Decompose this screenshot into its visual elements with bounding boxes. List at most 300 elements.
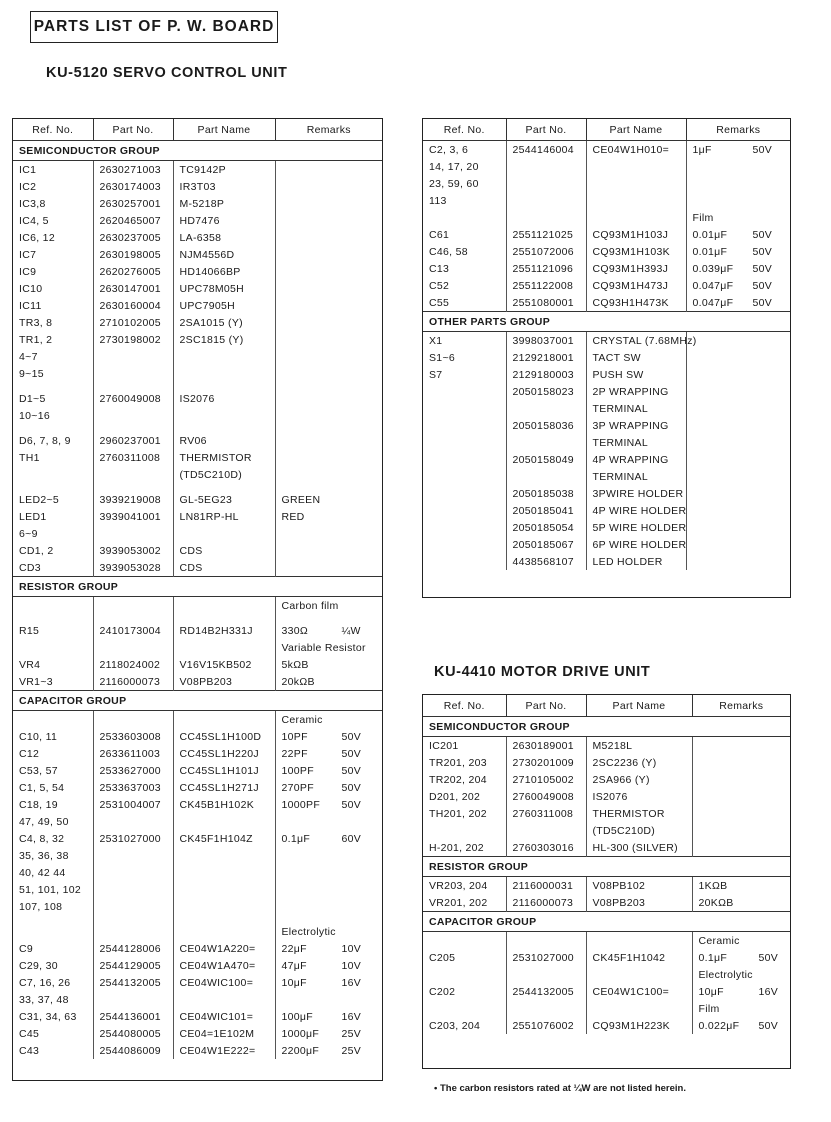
ref-no-cell: 113 bbox=[423, 192, 506, 209]
part-no-cell bbox=[506, 400, 586, 417]
table-row bbox=[13, 246, 382, 263]
value-text: 47μF bbox=[281, 959, 307, 972]
table-row bbox=[423, 1000, 790, 1017]
part-no-cell bbox=[93, 525, 173, 542]
part-name-cell: CC45SL1H271J bbox=[173, 779, 275, 796]
part-name-cell: RD14B2H331J bbox=[173, 622, 275, 639]
ref-no-cell: IC10 bbox=[13, 280, 93, 297]
remarks-cell: Ceramic bbox=[698, 934, 740, 947]
value-text: 5kΩB bbox=[281, 658, 309, 671]
remarks-cell bbox=[686, 434, 790, 451]
part-name-cell bbox=[586, 932, 692, 950]
part-name-cell: CE04W1C100= bbox=[586, 983, 692, 1000]
part-name-cell: V08PB102 bbox=[586, 877, 692, 895]
rating-text: 50V bbox=[752, 262, 773, 275]
part-no-cell: 2116000073 bbox=[93, 673, 173, 691]
part-name-cell: PUSH SW bbox=[586, 366, 686, 383]
table-row bbox=[423, 383, 790, 400]
ref-no-cell: 4~7 bbox=[13, 348, 93, 365]
part-name-cell: HD7476 bbox=[173, 212, 275, 229]
part-no-cell bbox=[93, 847, 173, 864]
part-name-cell: CQ93M1H103K bbox=[586, 243, 686, 260]
part-name-cell: 2SA966 (Y) bbox=[586, 771, 692, 788]
group-header bbox=[13, 577, 382, 597]
ref-no-cell: IC7 bbox=[13, 246, 93, 263]
motor-parts-table bbox=[423, 695, 790, 1034]
table-row bbox=[423, 192, 790, 209]
group-header bbox=[423, 717, 790, 737]
remarks-cell bbox=[686, 141, 790, 159]
ref-no-cell: VR201, 202 bbox=[423, 894, 506, 912]
remarks-cell bbox=[275, 382, 382, 390]
ref-no-cell: 23, 59, 60 bbox=[423, 175, 506, 192]
remarks-cell bbox=[686, 400, 790, 417]
part-name-cell: 3P WRAPPING bbox=[586, 417, 686, 434]
table-row bbox=[423, 226, 790, 243]
servo-parts-table-continued bbox=[423, 119, 790, 570]
ref-no-cell bbox=[423, 966, 506, 983]
part-name-cell: UPC7905H bbox=[173, 297, 275, 314]
part-name-cell: CQ93M1H223K bbox=[586, 1017, 692, 1034]
table-row bbox=[13, 525, 382, 542]
col-ref-header: Ref. No. bbox=[13, 119, 93, 141]
table-row bbox=[13, 212, 382, 229]
remarks-cell bbox=[275, 161, 382, 179]
value-text: 22PF bbox=[281, 747, 308, 760]
rating-text: 25V bbox=[341, 1027, 362, 1040]
part-no-cell: 4438568107 bbox=[506, 553, 586, 570]
value-text: 1μF bbox=[692, 143, 712, 156]
part-name-cell bbox=[586, 209, 686, 226]
part-no-cell: 2630271003 bbox=[93, 161, 173, 179]
ref-no-cell: IC9 bbox=[13, 263, 93, 280]
value-text: 10μF bbox=[281, 976, 307, 989]
remarks-cell bbox=[275, 449, 382, 466]
table-row bbox=[423, 839, 790, 857]
part-no-cell: 2533627000 bbox=[93, 762, 173, 779]
value-text: 1000PF bbox=[281, 798, 321, 811]
part-name-cell: CE04W1E222= bbox=[173, 1042, 275, 1059]
table-row bbox=[423, 771, 790, 788]
remarks-cell bbox=[275, 280, 382, 297]
table-row bbox=[13, 314, 382, 331]
remarks-cell bbox=[275, 813, 382, 830]
value-text: 10PF bbox=[281, 730, 308, 743]
value-text: 0.039μF bbox=[692, 262, 734, 275]
part-no-cell: 2050185038 bbox=[506, 485, 586, 502]
remarks-cell bbox=[275, 424, 382, 432]
part-no-cell: 2630174003 bbox=[93, 178, 173, 195]
remarks-cell bbox=[275, 195, 382, 212]
remarks-cell bbox=[686, 383, 790, 400]
table-row bbox=[13, 728, 382, 745]
part-name-cell: HL-300 (SILVER) bbox=[586, 839, 692, 857]
part-no-cell: 2544129005 bbox=[93, 957, 173, 974]
ref-no-cell: 14, 17, 20 bbox=[423, 158, 506, 175]
value-text: 0.01μF bbox=[692, 245, 728, 258]
part-name-cell bbox=[586, 158, 686, 175]
ref-no-cell bbox=[13, 614, 93, 622]
ref-no-cell: C1, 5, 54 bbox=[13, 779, 93, 796]
col-part-no-header: Part No. bbox=[93, 119, 173, 141]
part-no-cell: 2050185054 bbox=[506, 519, 586, 536]
part-no-cell: 2129218001 bbox=[506, 349, 586, 366]
table-row bbox=[423, 294, 790, 312]
ref-no-cell: TH201, 202 bbox=[423, 805, 506, 822]
table-row bbox=[423, 1017, 790, 1034]
remarks-cell: Carbon film bbox=[281, 599, 339, 612]
part-no-cell bbox=[93, 898, 173, 915]
remarks-cell bbox=[275, 974, 382, 991]
ref-no-cell bbox=[423, 383, 506, 400]
remarks-cell bbox=[275, 432, 382, 449]
part-name-cell: CRYSTAL (7.68MHz) bbox=[586, 332, 686, 350]
ref-no-cell: C13 bbox=[423, 260, 506, 277]
group-header bbox=[423, 912, 790, 932]
remarks-cell bbox=[275, 864, 382, 881]
group-label: OTHER PARTS GROUP bbox=[423, 312, 790, 332]
ref-no-cell bbox=[423, 932, 506, 950]
rating-text: 50V bbox=[341, 747, 362, 760]
part-no-cell: 2730201009 bbox=[506, 754, 586, 771]
remarks-cell bbox=[275, 728, 382, 745]
remarks-cell bbox=[686, 468, 790, 485]
part-no-cell: 3998037001 bbox=[506, 332, 586, 350]
ref-no-cell: LED1 bbox=[13, 508, 93, 525]
remarks-cell bbox=[275, 297, 382, 314]
part-no-cell bbox=[506, 932, 586, 950]
servo-unit-title: KU-5120 SERVO CONTROL UNIT bbox=[46, 65, 288, 81]
ref-no-cell: TR202, 204 bbox=[423, 771, 506, 788]
part-name-cell bbox=[173, 483, 275, 491]
ref-no-cell: VR1~3 bbox=[13, 673, 93, 691]
part-no-cell: 2410173004 bbox=[93, 622, 173, 639]
part-name-cell: V16V15KB502 bbox=[173, 656, 275, 673]
value-text: 20KΩB bbox=[698, 896, 734, 909]
ref-no-cell: C29, 30 bbox=[13, 957, 93, 974]
table-row bbox=[13, 263, 382, 280]
ref-no-cell bbox=[423, 519, 506, 536]
remarks-cell bbox=[275, 466, 382, 483]
value-text: 0.022μF bbox=[698, 1019, 740, 1032]
ref-no-cell: IC11 bbox=[13, 297, 93, 314]
table-row bbox=[13, 796, 382, 813]
ref-no-cell: D1~5 bbox=[13, 390, 93, 407]
part-name-cell: TERMINAL bbox=[586, 400, 686, 417]
part-no-cell bbox=[93, 483, 173, 491]
table-row bbox=[423, 966, 790, 983]
remarks-cell bbox=[275, 830, 382, 847]
part-no-cell: 2630160004 bbox=[93, 297, 173, 314]
remarks-cell bbox=[275, 1042, 382, 1059]
rating-text: 10V bbox=[341, 942, 362, 955]
table-row bbox=[13, 991, 382, 1008]
ref-no-cell: TR3, 8 bbox=[13, 314, 93, 331]
remarks-cell bbox=[275, 1025, 382, 1042]
col-ref-header: Ref. No. bbox=[423, 695, 506, 717]
remarks-cell bbox=[275, 779, 382, 796]
value-text: 330Ω bbox=[281, 624, 309, 637]
value-text: 100μF bbox=[281, 1010, 313, 1023]
part-name-cell: M5218L bbox=[586, 737, 692, 755]
remarks-cell bbox=[686, 175, 790, 192]
table-row bbox=[13, 673, 382, 691]
table-row bbox=[423, 260, 790, 277]
part-name-cell: CE04WIC101= bbox=[173, 1008, 275, 1025]
part-name-cell: LN81RP-HL bbox=[173, 508, 275, 525]
part-no-cell bbox=[93, 424, 173, 432]
ref-no-cell: 107, 108 bbox=[13, 898, 93, 915]
part-name-cell: CE04W1A470= bbox=[173, 957, 275, 974]
table-row bbox=[13, 1042, 382, 1059]
part-name-cell bbox=[173, 424, 275, 432]
part-name-cell: LA-6358 bbox=[173, 229, 275, 246]
part-no-cell bbox=[506, 966, 586, 983]
rating-text: 50V bbox=[752, 143, 773, 156]
col-part-no-header: Part No. bbox=[506, 119, 586, 141]
rating-text: 16V bbox=[341, 976, 362, 989]
table-row bbox=[423, 332, 790, 350]
remarks-cell bbox=[692, 949, 790, 966]
table-row bbox=[423, 243, 790, 260]
table-row bbox=[13, 940, 382, 957]
remarks-cell bbox=[275, 614, 382, 622]
table-row bbox=[423, 877, 790, 895]
part-no-cell: 2531027000 bbox=[506, 949, 586, 966]
remarks-cell bbox=[686, 536, 790, 553]
part-name-cell: NJM4556D bbox=[173, 246, 275, 263]
remarks-cell bbox=[275, 212, 382, 229]
part-name-cell: CE04WIC100= bbox=[173, 974, 275, 991]
part-no-cell: 2544080005 bbox=[93, 1025, 173, 1042]
table-row bbox=[423, 894, 790, 912]
part-name-cell: 2SC1815 (Y) bbox=[173, 331, 275, 348]
remarks-cell bbox=[275, 559, 382, 577]
ref-no-cell: C203, 204 bbox=[423, 1017, 506, 1034]
ref-no-cell: VR203, 204 bbox=[423, 877, 506, 895]
table-row bbox=[423, 158, 790, 175]
ref-no-cell: S1~6 bbox=[423, 349, 506, 366]
part-no-cell: 2551076002 bbox=[506, 1017, 586, 1034]
table-row bbox=[13, 407, 382, 424]
remarks-cell: RED bbox=[281, 510, 305, 523]
remarks-cell bbox=[686, 243, 790, 260]
part-no-cell: 2531027000 bbox=[93, 830, 173, 847]
rating-text: 16V bbox=[341, 1010, 362, 1023]
table-row bbox=[423, 519, 790, 536]
table-row bbox=[13, 639, 382, 656]
col-remarks-header: Remarks bbox=[692, 695, 790, 717]
ref-no-cell: 33, 37, 48 bbox=[13, 991, 93, 1008]
part-name-cell bbox=[173, 813, 275, 830]
part-no-cell: 2760311008 bbox=[93, 449, 173, 466]
remarks-cell bbox=[686, 294, 790, 312]
part-name-cell: 2SA1015 (Y) bbox=[173, 314, 275, 331]
ref-no-cell: C4, 8, 32 bbox=[13, 830, 93, 847]
table-row bbox=[423, 434, 790, 451]
part-name-cell: CQ93M1H393J bbox=[586, 260, 686, 277]
ref-no-cell: 47, 49, 50 bbox=[13, 813, 93, 830]
table-row bbox=[423, 349, 790, 366]
servo-parts-table bbox=[13, 119, 382, 1059]
remarks-cell bbox=[275, 1008, 382, 1025]
table-row bbox=[423, 932, 790, 950]
table-row bbox=[423, 754, 790, 771]
table-row bbox=[13, 711, 382, 729]
part-no-cell: 2050158036 bbox=[506, 417, 586, 434]
table-row bbox=[13, 382, 382, 390]
part-name-cell bbox=[173, 525, 275, 542]
rating-text: 50V bbox=[341, 798, 362, 811]
ref-no-cell: C55 bbox=[423, 294, 506, 312]
value-text: 2200μF bbox=[281, 1044, 320, 1057]
table-row bbox=[13, 508, 382, 525]
part-no-cell: 2544086009 bbox=[93, 1042, 173, 1059]
part-no-cell bbox=[93, 382, 173, 390]
ref-no-cell bbox=[13, 711, 93, 729]
part-name-cell bbox=[173, 614, 275, 622]
part-name-cell bbox=[173, 348, 275, 365]
remarks-cell: Electrolytic bbox=[281, 925, 336, 938]
ref-no-cell: C7, 16, 26 bbox=[13, 974, 93, 991]
table-row bbox=[13, 542, 382, 559]
part-name-cell: HD14066BP bbox=[173, 263, 275, 280]
ref-no-cell bbox=[423, 536, 506, 553]
part-name-cell bbox=[586, 192, 686, 209]
table-row bbox=[13, 331, 382, 348]
rating-text: 10V bbox=[341, 959, 362, 972]
remarks-cell bbox=[275, 915, 382, 923]
part-name-cell: M-5218P bbox=[173, 195, 275, 212]
remarks-cell bbox=[692, 737, 790, 755]
part-no-cell: 2630257001 bbox=[93, 195, 173, 212]
table-row bbox=[423, 536, 790, 553]
remarks-cell bbox=[275, 796, 382, 813]
part-name-cell bbox=[173, 847, 275, 864]
ref-no-cell: C31, 34, 63 bbox=[13, 1008, 93, 1025]
remarks-cell bbox=[692, 894, 790, 912]
remarks-cell bbox=[692, 805, 790, 822]
ref-no-cell: LED2~5 bbox=[13, 491, 93, 508]
part-no-cell: 2050185067 bbox=[506, 536, 586, 553]
remarks-cell bbox=[275, 622, 382, 639]
table-row bbox=[13, 762, 382, 779]
table-row bbox=[423, 822, 790, 839]
table-row bbox=[13, 597, 382, 615]
group-header bbox=[13, 691, 382, 711]
value-text: 1000μF bbox=[281, 1027, 320, 1040]
remarks-cell bbox=[692, 839, 790, 857]
ref-no-cell: 10~16 bbox=[13, 407, 93, 424]
part-name-cell: 4P WIRE HOLDER bbox=[586, 502, 686, 519]
rating-text: 50V bbox=[752, 245, 773, 258]
part-no-cell: 2116000073 bbox=[506, 894, 586, 912]
part-no-cell: 2760303016 bbox=[506, 839, 586, 857]
part-name-cell: TERMINAL bbox=[586, 434, 686, 451]
value-text: 0.1μF bbox=[281, 832, 311, 845]
remarks-cell bbox=[275, 847, 382, 864]
table-row bbox=[423, 805, 790, 822]
ref-no-cell: 35, 36, 38 bbox=[13, 847, 93, 864]
part-name-cell: RV06 bbox=[173, 432, 275, 449]
table-row bbox=[13, 622, 382, 639]
ref-no-cell: IC4, 5 bbox=[13, 212, 93, 229]
part-name-cell: 2SC2236 (Y) bbox=[586, 754, 692, 771]
remarks-cell bbox=[275, 390, 382, 407]
table-row bbox=[423, 417, 790, 434]
part-no-cell bbox=[93, 348, 173, 365]
part-no-cell: 2551080001 bbox=[506, 294, 586, 312]
table-row bbox=[13, 466, 382, 483]
part-no-cell bbox=[93, 711, 173, 729]
part-name-cell: (TD5C210D) bbox=[173, 466, 275, 483]
part-no-cell: 2551121096 bbox=[506, 260, 586, 277]
ref-no-cell bbox=[423, 451, 506, 468]
part-name-cell: CE04=1E102M bbox=[173, 1025, 275, 1042]
ref-no-cell: CD3 bbox=[13, 559, 93, 577]
table-row bbox=[13, 1025, 382, 1042]
ref-no-cell: IC201 bbox=[423, 737, 506, 755]
part-name-cell: THERMISTOR bbox=[586, 805, 692, 822]
part-no-cell bbox=[93, 597, 173, 615]
value-text: 1KΩB bbox=[698, 879, 728, 892]
part-name-cell: TACT SW bbox=[586, 349, 686, 366]
part-name-cell: LED HOLDER bbox=[586, 553, 686, 570]
ref-no-cell: C10, 11 bbox=[13, 728, 93, 745]
part-name-cell bbox=[173, 915, 275, 923]
part-no-cell bbox=[506, 175, 586, 192]
part-name-cell: CK45F1H1042 bbox=[586, 949, 692, 966]
rating-text: ¼W bbox=[341, 624, 361, 637]
table-row bbox=[423, 485, 790, 502]
remarks-cell bbox=[686, 226, 790, 243]
table-row bbox=[13, 483, 382, 491]
rating-text: 50V bbox=[341, 730, 362, 743]
rating-text: 50V bbox=[752, 228, 773, 241]
group-header bbox=[13, 141, 382, 161]
part-no-cell bbox=[93, 991, 173, 1008]
col-part-name-header: Part Name bbox=[173, 119, 275, 141]
table-row bbox=[13, 779, 382, 796]
part-name-cell bbox=[173, 365, 275, 382]
part-name-cell: CQ93H1H473K bbox=[586, 294, 686, 312]
part-no-cell bbox=[506, 434, 586, 451]
part-name-cell bbox=[173, 639, 275, 656]
part-name-cell bbox=[173, 407, 275, 424]
table-row bbox=[13, 178, 382, 195]
ref-no-cell: IC3,8 bbox=[13, 195, 93, 212]
col-part-name-header: Part Name bbox=[586, 119, 686, 141]
part-no-cell: 2960237001 bbox=[93, 432, 173, 449]
part-no-cell: 2760049008 bbox=[506, 788, 586, 805]
remarks-cell bbox=[686, 349, 790, 366]
motor-unit-title: KU-4410 MOTOR DRIVE UNIT bbox=[434, 664, 651, 680]
ref-no-cell bbox=[423, 485, 506, 502]
remarks-cell bbox=[686, 277, 790, 294]
part-no-cell bbox=[506, 1000, 586, 1017]
part-no-cell bbox=[93, 923, 173, 940]
ref-no-cell bbox=[423, 434, 506, 451]
remarks-cell bbox=[692, 771, 790, 788]
table-row bbox=[423, 141, 790, 159]
remarks-cell bbox=[692, 983, 790, 1000]
part-name-cell: 2P WRAPPING bbox=[586, 383, 686, 400]
ref-no-cell: C45 bbox=[13, 1025, 93, 1042]
value-text: 0.01μF bbox=[692, 228, 728, 241]
part-no-cell: 2630189001 bbox=[506, 737, 586, 755]
ref-no-cell: IC1 bbox=[13, 161, 93, 179]
ref-no-cell bbox=[423, 553, 506, 570]
